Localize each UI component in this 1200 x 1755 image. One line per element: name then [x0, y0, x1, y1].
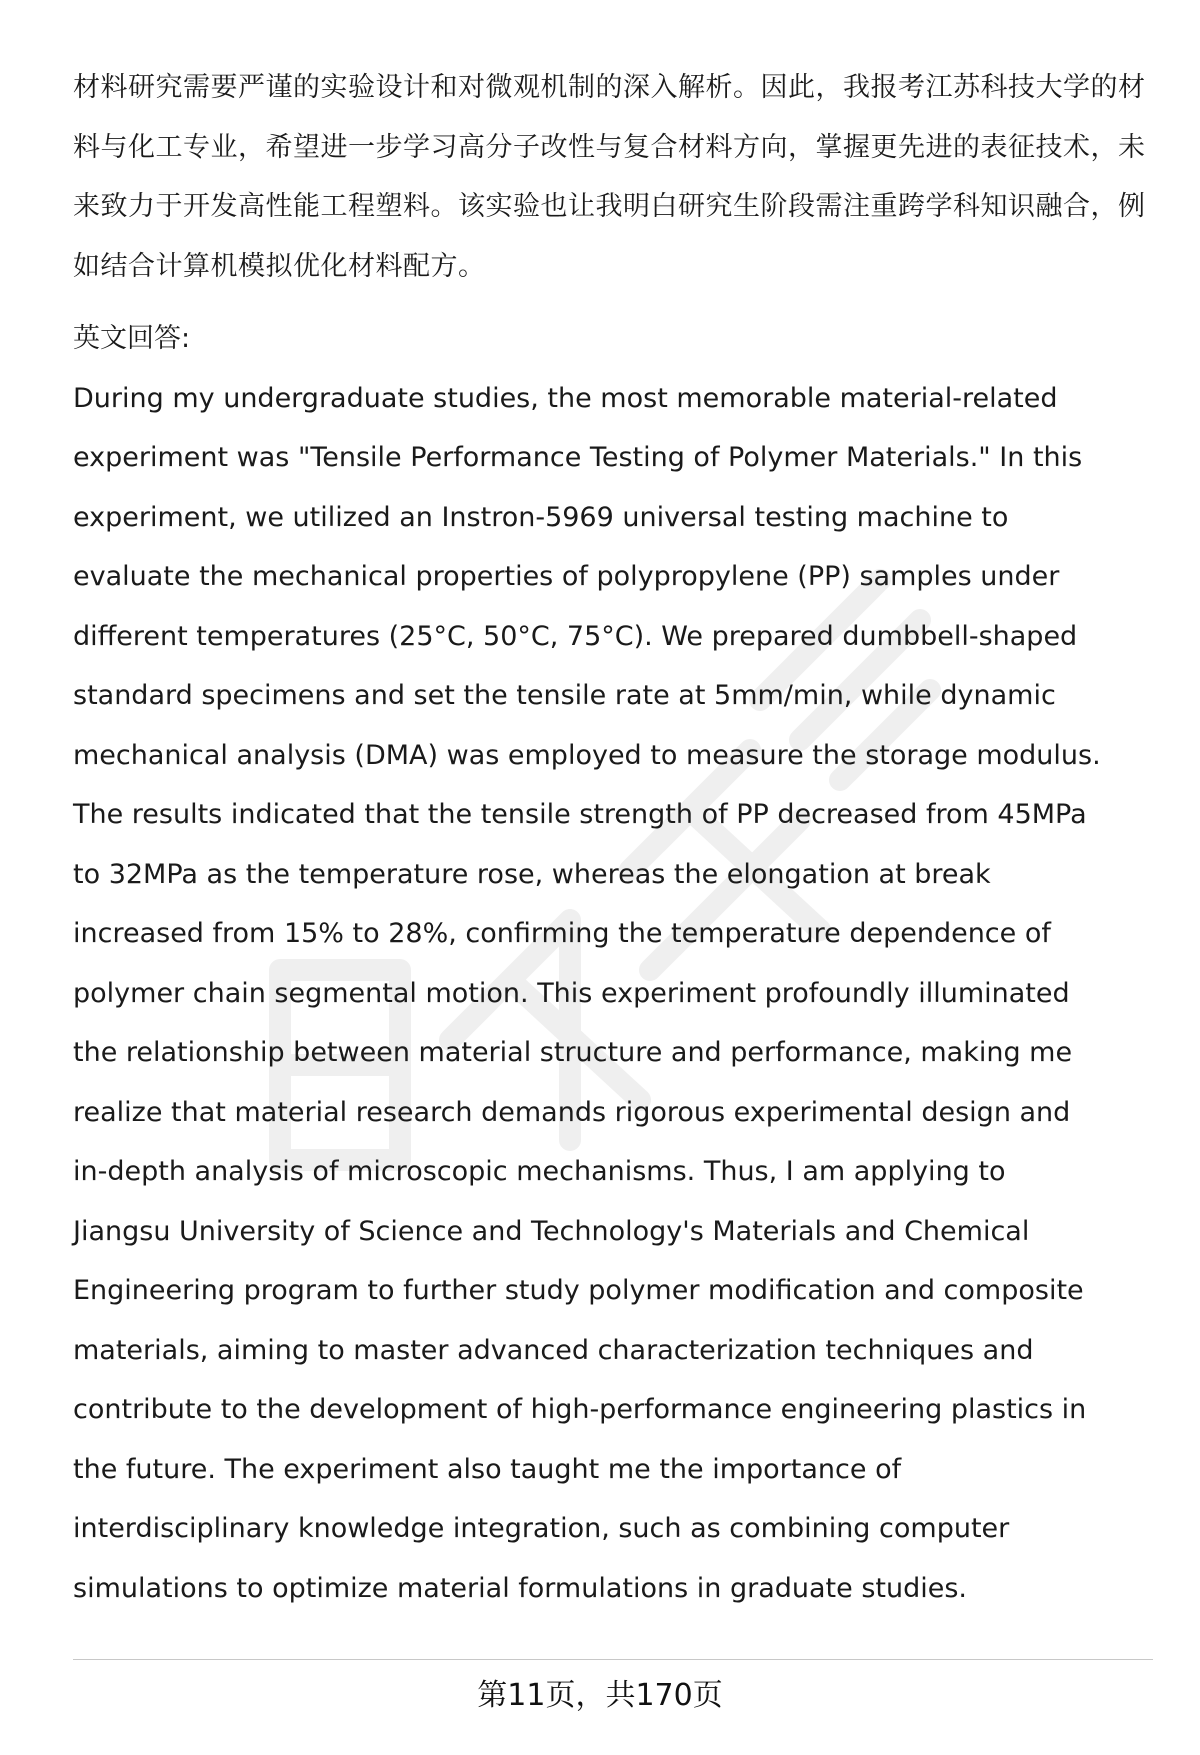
english-answer-paragraph	[73, 369, 1153, 1619]
english-line: simulations to optimize material formulations in graduate studies.	[73, 1572, 967, 1604]
english-line: realize that material research demands rigorous experimental design and	[73, 1096, 1071, 1128]
english-line: increased from 15% to 28%, confirming the temperature dependence of	[73, 918, 1051, 949]
english-line: Engineering program to further study polymer modification and composite	[73, 1275, 1084, 1306]
page-content	[73, 58, 1153, 1618]
english-line: different temperatures (25°C, 50°C, 75°C). We prepared dumbbell-shaped	[73, 620, 1078, 652]
english-answer-label: 英文回答:	[73, 323, 191, 354]
english-line: the relationship between material structure and performance, making me	[73, 1037, 1073, 1068]
english-line: polymer chain segmental motion. This experiment profoundly illuminated	[73, 977, 1070, 1009]
english-line: to 32MPa as the temperature rose, whereas the elongation at break	[73, 858, 991, 890]
english-line: Jiangsu University of Science and Technology's Materials and Chemical	[73, 1215, 1030, 1247]
english-line: materials, aiming to master advanced characterization techniques and	[73, 1334, 1034, 1366]
english-line: The results indicated that the tensile strength of PP decreased from 45MPa	[73, 799, 1087, 830]
chinese-answer-paragraph: 材料研究需要严谨的实验设计和对微观机制的深入解析。因此，我报考江苏科技大学的材料与化工专业，希望进一步学习高分子改性与复合材料方向，掌握更先进的表征技术，未来致力于开发高性能工程塑料。该实验也让我明白研究生阶段需注重跨学科知识融合，例如结合计算机模拟优化材料配方。	[73, 72, 1146, 282]
page-indicator: 第11页，共170页	[477, 1678, 723, 1713]
english-line: evaluate the mechanical properties of polypropylene (PP) samples under	[73, 561, 1060, 592]
english-line: standard specimens and set the tensile rate at 5mm/min, while dynamic	[73, 680, 1056, 711]
english-line: contribute to the development of high-performance engineering plastics in	[73, 1394, 1087, 1425]
english-line: During my undergraduate studies, the most memorable material-related	[73, 382, 1058, 414]
footer-divider	[73, 1659, 1153, 1660]
english-line: mechanical analysis (DMA) was employed to measure the storage modulus.	[73, 739, 1101, 771]
english-line: interdisciplinary knowledge integration, such as combining computer	[73, 1513, 1010, 1544]
english-line: the future. The experiment also taught me the importance of	[73, 1453, 902, 1485]
english-line: experiment was "Tensile Performance Testing of Polymer Materials." In this	[73, 442, 1083, 473]
english-line: experiment, we utilized an Instron-5969 universal testing machine to	[73, 501, 1009, 533]
english-line: in-depth analysis of microscopic mechanisms. Thus, I am applying to	[73, 1156, 1006, 1187]
